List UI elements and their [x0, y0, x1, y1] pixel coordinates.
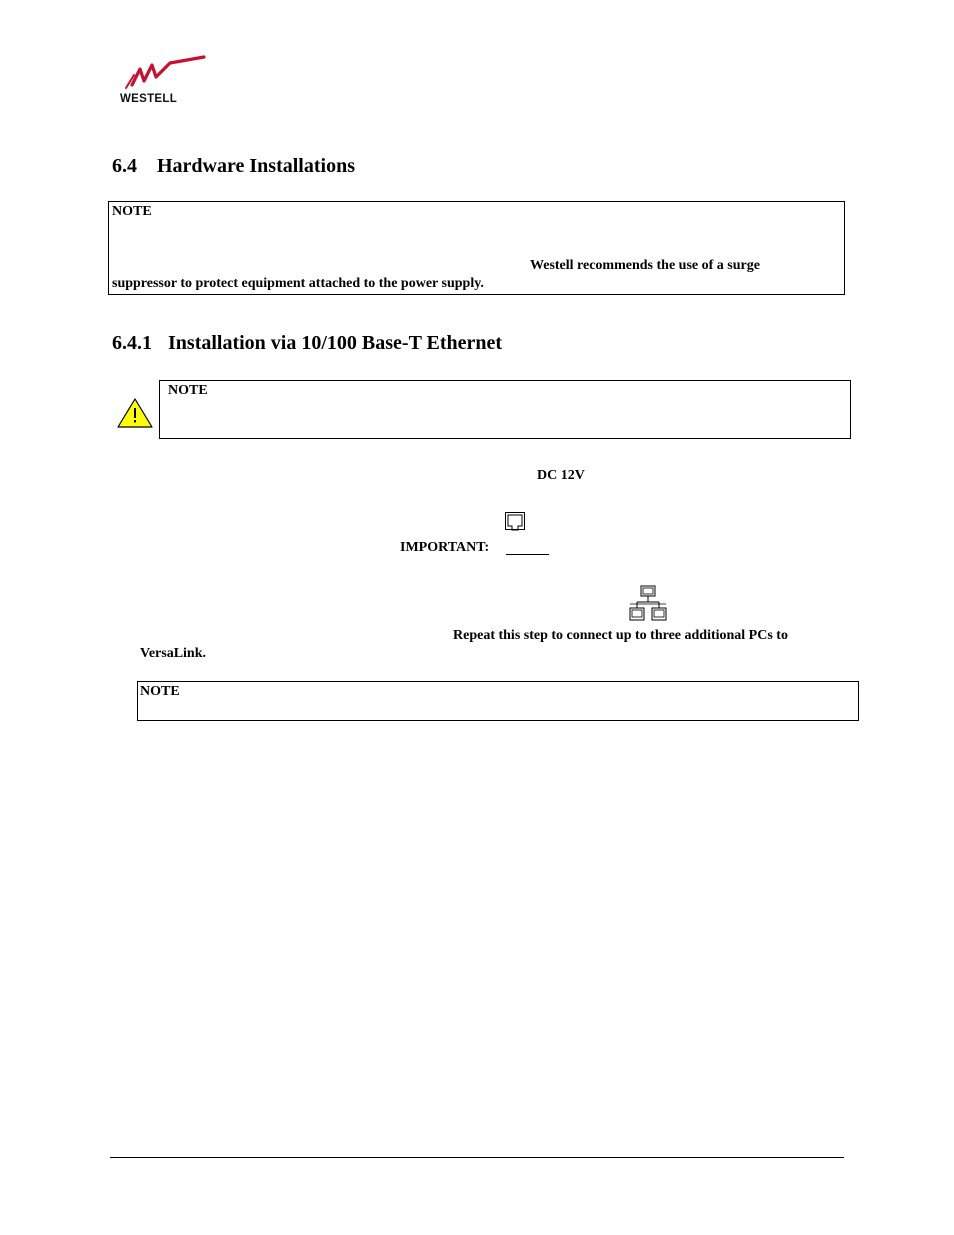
- section-number: 6.4: [112, 155, 137, 177]
- logo-brand-text: WESTELL: [120, 93, 178, 105]
- section-title: Hardware Installations: [157, 155, 355, 177]
- section-heading-6-4: [112, 155, 355, 178]
- note-label: NOTE: [168, 383, 208, 398]
- phone-jack-icon: [504, 511, 526, 535]
- note-label: NOTE: [112, 204, 152, 219]
- note-box-ethernet: [159, 380, 851, 439]
- westell-logo-mark: [118, 55, 208, 95]
- important-label: IMPORTANT:: [400, 540, 490, 555]
- versalink-text: VersaLink.: [140, 646, 207, 661]
- footer-divider: [110, 1157, 844, 1158]
- dc-power-label: DC 12V: [537, 468, 585, 483]
- important-underline: [506, 554, 549, 555]
- surge-recommendation-line1: Westell recommends the use of a surge: [530, 258, 760, 273]
- section-number: 6.4.1: [112, 332, 152, 354]
- section-heading-6-4-1: [112, 332, 502, 355]
- ethernet-network-icon: [628, 585, 668, 623]
- repeat-step-text: Repeat this step to connect up to three additional PCs to: [453, 628, 788, 643]
- note-box-pc: [137, 681, 859, 721]
- note-label: NOTE: [140, 684, 180, 699]
- section-title: Installation via 10/100 Base-T Ethernet: [168, 332, 503, 354]
- surge-recommendation-line2: suppressor to protect equipment attached to the power supply.: [112, 276, 484, 291]
- warning-triangle-icon: [116, 397, 154, 429]
- westell-logo: [118, 55, 208, 107]
